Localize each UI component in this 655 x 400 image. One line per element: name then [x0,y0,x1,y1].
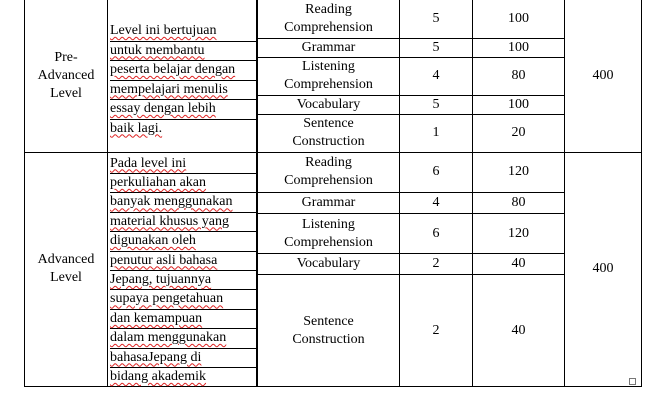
question-count-cell: 2 [400,254,473,274]
table-row [25,152,642,193]
skill-cell [257,254,400,274]
description-line: mempelajari menulis [110,81,256,101]
table-row [25,0,642,38]
score-cell: 40 [473,254,565,274]
skill-cell [257,57,400,95]
skill-name-line: Reading [305,1,352,17]
description-line: perkuliahan akan [110,174,256,193]
skill-name-line: Listening [302,216,355,232]
skill-name-line: Sentence [303,313,354,329]
score-cell: 20 [473,114,565,152]
level-name-line: Advanced [37,252,95,268]
level-name-cell [25,0,108,152]
description-line: Level ini bertujuan [110,22,256,42]
skill-name-line: Comprehension [284,19,373,35]
description-line: dan kemampuan [110,310,256,329]
skill-name-line: Grammar [301,39,356,55]
skill-name-line: Comprehension [284,234,373,250]
skill-name-line: Grammar [301,194,356,210]
level-name-line: Advanced [37,67,95,83]
skill-name-line: Vocabulary [296,96,361,112]
question-count-cell: 5 [400,0,473,38]
skill-name-line: Comprehension [284,173,373,189]
score-cell: 120 [473,213,565,254]
description-line: bidang akademik [110,368,207,384]
skill-cell [257,152,400,193]
score-cell: 40 [473,274,565,387]
skill-cell [257,193,400,213]
description-line: essay dengan lebih [110,100,256,120]
question-count-cell: 4 [400,57,473,95]
score-cell: 100 [473,0,565,38]
level-description-cell [108,152,258,387]
question-count-cell: 5 [400,38,473,57]
total-score-cell: 400 [565,152,642,387]
skill-cell [257,114,400,152]
question-count-cell: 1 [400,114,473,152]
level-name-line: Level [50,85,82,101]
question-count-cell: 5 [400,95,473,114]
level-name-line: Level [50,270,82,286]
level-name-line: Pre- [54,49,78,65]
description-line: Jepang, tujuannya [110,271,256,290]
score-cell: 100 [473,38,565,57]
skill-cell [257,213,400,254]
skill-name-line: Sentence [303,116,354,131]
description-line: bahasaJepang di [110,349,256,368]
question-count-cell: 4 [400,193,473,213]
description-line: Pada level ini [110,155,256,174]
total-score-cell: 400 [565,0,642,152]
description-line: peserta belajar dengan [110,61,256,81]
skill-cell [257,95,400,114]
skill-cell [257,274,400,387]
description-line: material khusus yang [110,213,256,232]
skill-name-line: Reading [305,155,352,171]
level-name-cell [25,152,108,387]
description-line: baik lagi. [110,120,163,136]
question-count-cell: 2 [400,274,473,387]
level-description-cell [108,0,258,152]
skill-name-line: Comprehension [284,77,373,92]
skill-name-line: Construction [292,134,365,149]
skill-cell [257,38,400,57]
question-count-cell: 6 [400,152,473,193]
description-line: untuk membantu [110,42,256,62]
description-line: banyak menggunakan [110,193,256,212]
description-line: penutur asli bahasa [110,252,256,271]
description-line: supaya pengetahuan [110,290,256,309]
description-line: digunakan oleh [110,232,256,251]
question-count-cell: 6 [400,213,473,254]
score-cell: 80 [473,193,565,213]
score-cell: 80 [473,57,565,95]
skill-name-line: Listening [302,59,355,74]
description-line: dalam menggunakan [110,329,256,348]
table-resize-handle[interactable] [629,378,636,385]
score-cell: 120 [473,152,565,193]
skill-cell [257,0,400,38]
skill-name-line: Construction [292,331,365,347]
course-level-table [24,0,642,387]
skill-name-line: Vocabulary [296,256,361,272]
score-cell: 100 [473,95,565,114]
